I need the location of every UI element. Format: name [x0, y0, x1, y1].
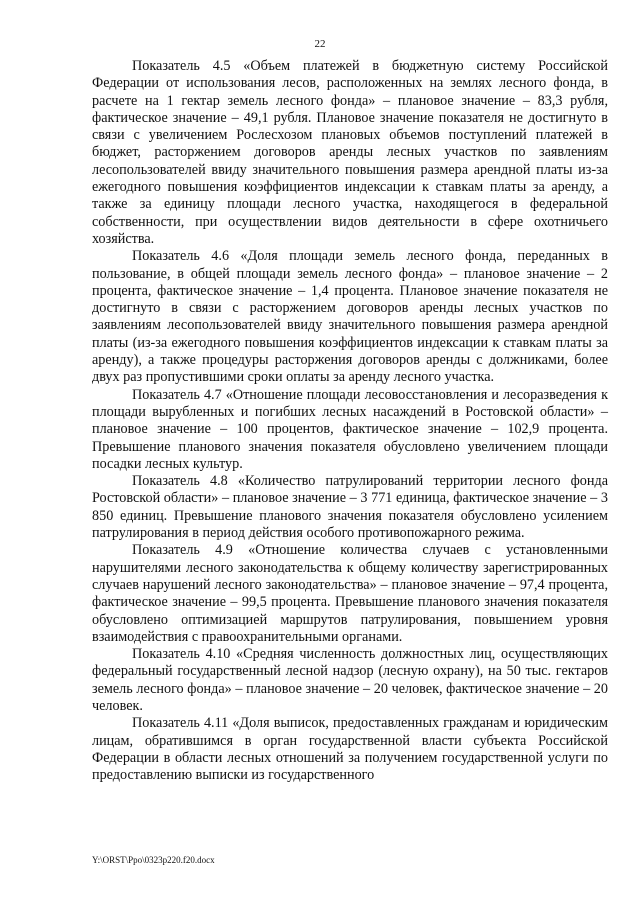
paragraph-indicator-4-7: Показатель 4.7 «Отношение площади лесовосстановления и лесоразведения к площади вырубленных и погибших лесных насаждений в Ростовской области» – плановое значение – 100 процентов, фактическое значение – 102,9 процента. Превышение планового значения показателя обусловлено увеличением площади посадки лесных культур. — [92, 386, 608, 472]
paragraph-indicator-4-11: Показатель 4.11 «Доля выписок, предоставленных гражданам и юридическим лицам, обратившимся в орган государственной власти субъекта Российской Федерации в области лесных отношений за получением государственной услуги по предоставлению выписки из государственного — [92, 715, 608, 784]
footer-file-path: Y:\ORST\Ppo\0323p220.f20.docx — [92, 855, 215, 865]
paragraph-indicator-4-8: Показатель 4.8 «Количество патрулирований территории лесного фонда Ростовской области» – плановое значение – 3 771 единица, фактическое значение – 3 850 единиц. Превышение планового значения показателя обусловлено усилением патрулирования в период действия особого противопожарного режима. — [92, 473, 608, 542]
paragraph-indicator-4-6: Показатель 4.6 «Доля площади земель лесного фонда, переданных в пользование, в общей площади земель лесного фонда» – плановое значение – 2 процента, фактическое значение – 1,4 процента. Плановое значение показателя не достигнуто в связи с расторжением договоров аренды лесных участков по заявлениям лесопользователей ввиду значительного повышения размера арендной платы (из-за ежегодного повышения коэффициентов индексации к ставкам платы за аренду), а также процедуры расторжения договоров аренды с должниками, более двух раз пропустившими сроки оплаты за аренду лесного участка. — [92, 248, 608, 386]
paragraph-indicator-4-10: Показатель 4.10 «Средняя численность должностных лиц, осуществляющих федеральный государственный лесной надзор (лесную охрану), на 50 тыс. гектаров земель лесного фонда» – плановое значение – 20 человек, фактическое значение – 20 человек. — [92, 646, 608, 714]
document-body — [92, 58, 608, 784]
page-number: 22 — [314, 38, 326, 50]
paragraph-indicator-4-5: Показатель 4.5 «Объем платежей в бюджетную систему Российской Федерации от использования лесов, расположенных на землях лесного фонда, в расчете на 1 гектар земель лесного фонда» – плановое значение – 83,3 рубля, фактическое значение – 49,1 рубля. Плановое значение показателя не достигнуто в связи с увеличением Рослесхозом плановых объемов поступлений платежей в бюджет, расторжением договоров аренды лесных участков по заявлениям лесопользователей ввиду значительного повышения размера арендной платы из-за ежегодного повышения коэффициентов индексации к ставкам платы за аренду, а также за единицу площади лесного участка, находящегося в федеральной собственности, при осуществлении видов деятельности в сфере охотничьего хозяйства. — [92, 58, 608, 247]
paragraph-indicator-4-9: Показатель 4.9 «Отношение количества случаев с установленными нарушителями лесного законодательства к общему количеству зарегистрированных случаев нарушений лесного законодательства» – плановое значение – 97,4 процента, фактическое значение – 99,5 процента. Превышение планового значения показателя обусловлено оптимизацией маршрутов патрулирования, повышением уровня взаимодействия с правоохранительными органами. — [92, 542, 608, 645]
